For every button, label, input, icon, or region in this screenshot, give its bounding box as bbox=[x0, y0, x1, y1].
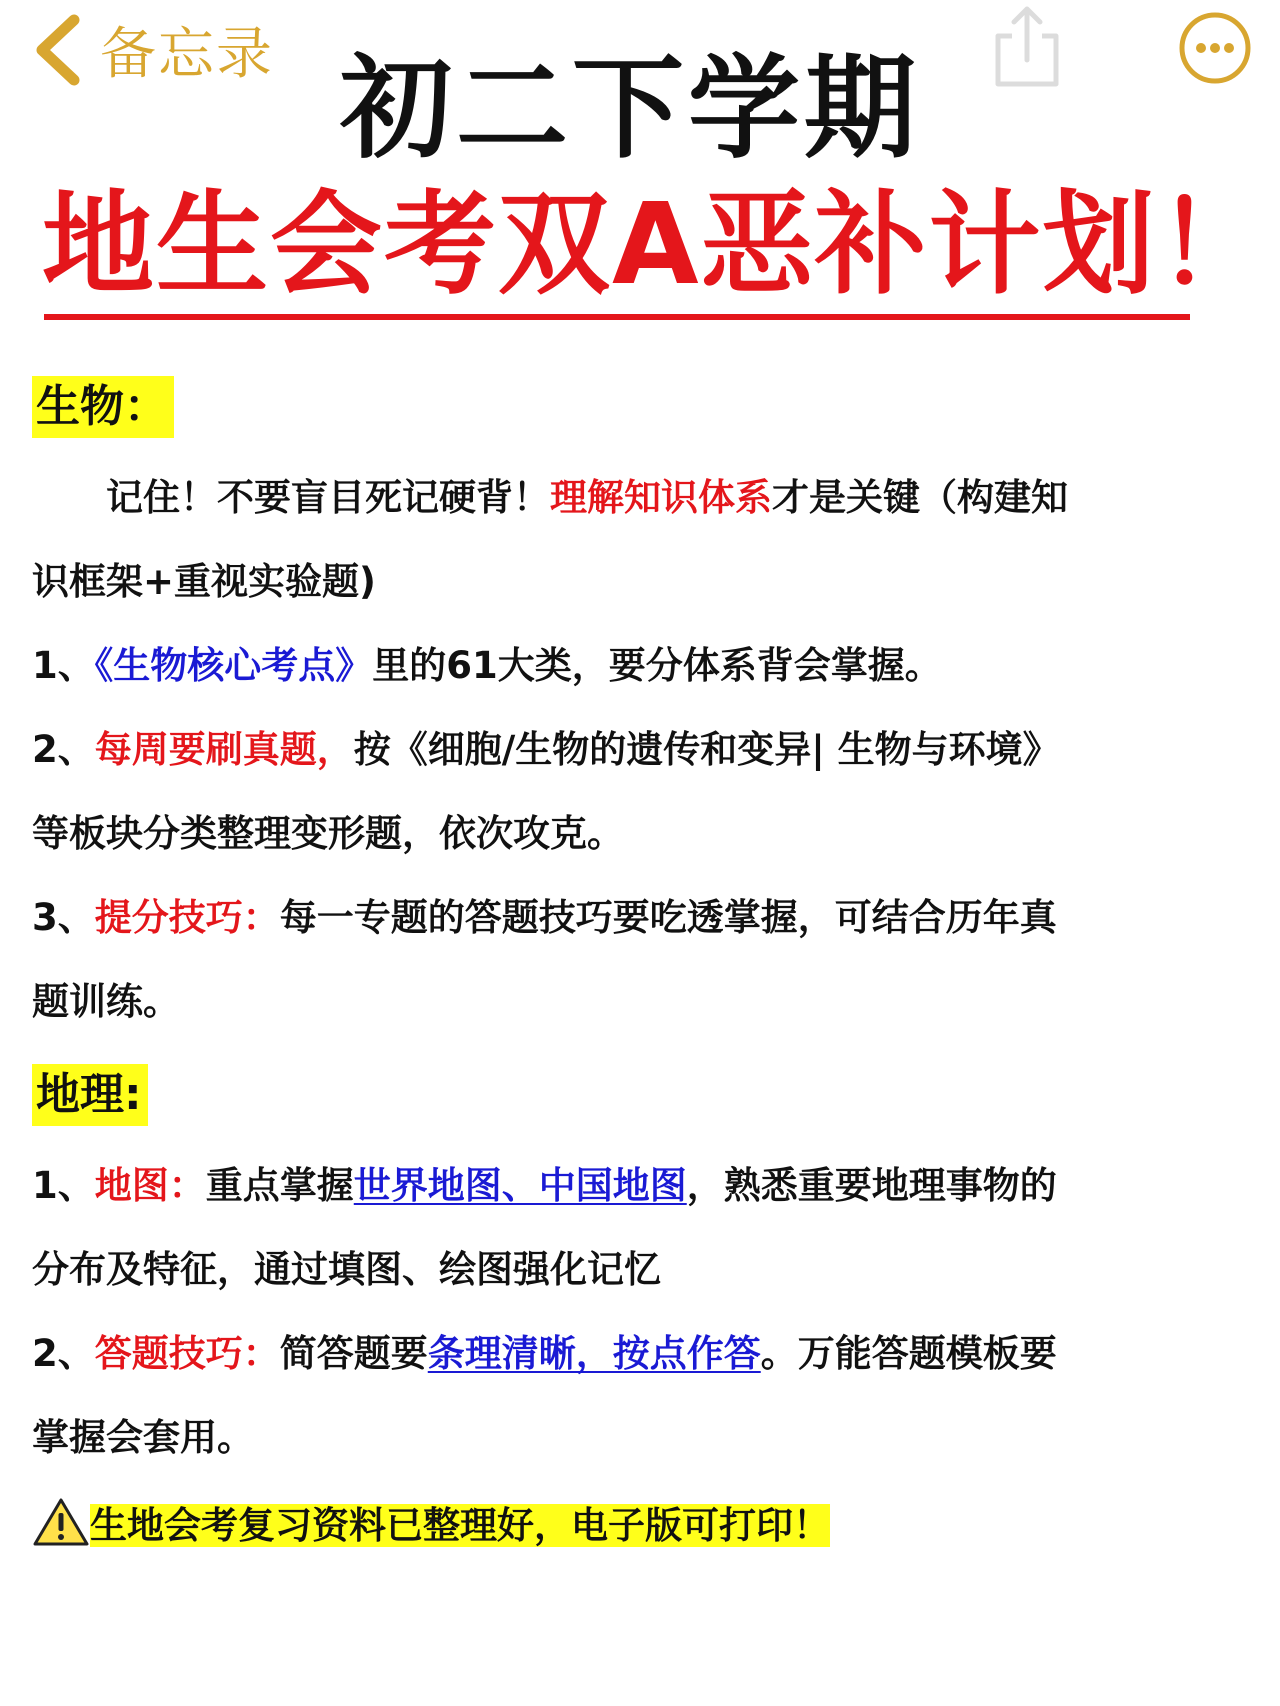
biology-item-2-rest: 按《细胞/生物的遗传和变异| 生物与环境》 bbox=[353, 728, 1060, 771]
biology-item-2-key: 每周要刷真题， bbox=[94, 728, 354, 771]
biology-intro-a: 记住！不要盲目死记硬背！ bbox=[106, 476, 550, 519]
biology-item-2-cont: 等板块分类整理变形题，依次攻克。 bbox=[32, 812, 624, 855]
biology-item-2 bbox=[32, 724, 1060, 776]
title-line-2: 地生会考双A恶补计划！ bbox=[42, 180, 1271, 310]
geography-item-2-key: 答题技巧： bbox=[94, 1332, 280, 1375]
warning-icon bbox=[32, 1496, 90, 1548]
geography-item-1-link[interactable]: 世界地图、中国地图 bbox=[353, 1164, 687, 1207]
title-underline bbox=[44, 314, 1190, 320]
geography-item-1 bbox=[32, 1160, 1057, 1212]
geography-item-2 bbox=[32, 1328, 1057, 1380]
biology-item-1-rest: 里的61大类，要分体系背会掌握。 bbox=[372, 644, 942, 687]
biology-item-1-link: 《生物核心考点》 bbox=[94, 644, 373, 687]
biology-item-2-num: 2、 bbox=[32, 728, 95, 771]
geography-heading: 地理: bbox=[32, 1064, 148, 1126]
biology-intro bbox=[106, 472, 1068, 524]
geography-item-2-a: 简答题要 bbox=[279, 1332, 428, 1375]
geography-item-2-link[interactable]: 条理清晰，按点作答 bbox=[427, 1332, 761, 1375]
biology-item-3-num: 3、 bbox=[32, 896, 95, 939]
geography-item-1-b: ，熟悉重要地理事物的 bbox=[686, 1164, 1057, 1207]
biology-item-3-cont: 题训练。 bbox=[32, 980, 180, 1023]
notice-line bbox=[32, 1496, 830, 1552]
biology-item-1 bbox=[32, 640, 942, 692]
notice-text: 生地会考复习资料已整理好，电子版可打印！ bbox=[90, 1504, 830, 1547]
biology-intro-c: 才是关键（构建知 bbox=[772, 476, 1068, 519]
biology-item-3-key: 提分技巧： bbox=[94, 896, 280, 939]
geography-item-1-key: 地图： bbox=[94, 1164, 206, 1207]
biology-heading: 生物： bbox=[32, 376, 174, 438]
geography-item-1-num: 1、 bbox=[32, 1164, 95, 1207]
biology-intro-key: 理解知识体系 bbox=[550, 476, 772, 519]
biology-item-1-num: 1、 bbox=[32, 644, 95, 687]
biology-intro-cont: 识框架+重视实验题) bbox=[32, 560, 376, 603]
biology-item-3-rest: 每一专题的答题技巧要吃透掌握，可结合历年真 bbox=[279, 896, 1057, 939]
geography-item-1-a: 重点掌握 bbox=[205, 1164, 354, 1207]
title-line-1: 初二下学期 bbox=[340, 44, 920, 174]
geography-item-2-b: 。万能答题模板要 bbox=[760, 1332, 1057, 1375]
back-label: 备忘录 bbox=[100, 22, 274, 87]
geography-item-2-num: 2、 bbox=[32, 1332, 95, 1375]
biology-item-3 bbox=[32, 892, 1057, 944]
geography-item-1-cont: 分布及特征，通过填图、绘图强化记忆 bbox=[32, 1248, 661, 1291]
geography-item-2-cont: 掌握会套用。 bbox=[32, 1416, 254, 1459]
